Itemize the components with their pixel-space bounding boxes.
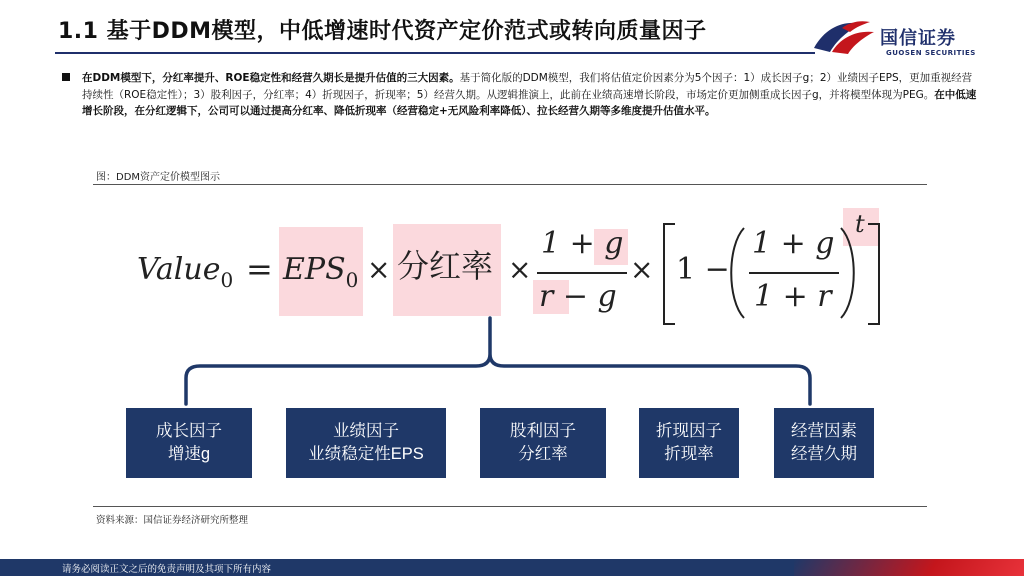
highlight-r xyxy=(533,280,569,314)
highlight-payout xyxy=(393,224,501,316)
factor-title: 成长因子 xyxy=(156,422,222,440)
footer-accent-stripe xyxy=(794,559,1024,576)
logo-name-cn: 国信证券 xyxy=(880,28,956,49)
bullet-square-icon xyxy=(62,73,70,81)
figure-caption: 图：DDM资产定价模型图示 xyxy=(96,172,221,183)
logo-mark-icon xyxy=(812,18,876,56)
factor-box-dividend xyxy=(480,408,606,478)
left-square-bracket-icon xyxy=(661,222,677,326)
factor-box-discount xyxy=(639,408,739,478)
summary-bold-tail: 在中低速增长阶段，在分红逻辑下，公司可以通过提高分红率、降低折现率（经营稳定+无风险利率降低）、拉长经营久期等多维度提升估值水平。 xyxy=(82,88,977,117)
formula-fraction-den: r − g xyxy=(539,279,617,314)
highlight-eps xyxy=(279,227,363,316)
formula-times-2: × xyxy=(508,253,532,286)
summary-bold-lead: 在DDM模型下，分红率提升、ROE稳定性和经营久期长是提升估值的三大因素。 xyxy=(82,72,460,84)
formula-one-minus: 1 − xyxy=(676,252,730,287)
factor-detail: 经营久期 xyxy=(791,445,857,463)
formula-exponent: t xyxy=(855,210,865,238)
formula-inner-num: 1 + g xyxy=(752,226,835,261)
factor-detail: 增速g xyxy=(167,445,211,463)
highlight-t xyxy=(843,208,879,246)
factor-title: 经营因素 xyxy=(791,422,857,440)
factor-detail: 分红率 xyxy=(518,445,568,463)
factor-title: 股利因子 xyxy=(510,422,576,440)
figure-source: 资料来源：国信证券经济研究所整理 xyxy=(96,515,249,526)
highlight-g xyxy=(594,229,628,265)
curly-brace-icon xyxy=(180,316,820,408)
factor-box-duration xyxy=(774,408,874,478)
formula-fraction-num: 1 + g xyxy=(541,226,624,261)
factor-box-growth xyxy=(126,408,252,478)
formula-payout: 分红率 xyxy=(397,247,494,285)
formula-eps: $EPS_0$ xyxy=(283,252,359,292)
figure-bottom-rule xyxy=(93,506,927,507)
footer-bar xyxy=(0,559,1024,576)
figure-top-rule xyxy=(93,184,927,185)
footer-disclaimer: 请务必阅读正文之后的免责声明及其项下所有内容 xyxy=(62,564,272,575)
company-logo xyxy=(812,14,982,62)
formula-fraction-bar xyxy=(537,272,627,274)
factor-detail: 业绩稳定性EPS xyxy=(308,445,424,463)
factor-title: 业绩因子 xyxy=(333,422,399,440)
formula-value: Value$_0$ xyxy=(137,252,234,292)
formula-inner-bar xyxy=(749,272,839,274)
formula-times-1: × xyxy=(367,253,391,286)
title-underline xyxy=(55,52,815,54)
page-title: 1.1 基于DDM模型，中低增速时代资产定价范式或转向质量因子 xyxy=(58,19,707,44)
factor-title: 折现因子 xyxy=(656,422,722,440)
left-paren-icon xyxy=(725,226,747,320)
formula-equals: = xyxy=(246,250,273,288)
summary-paragraph xyxy=(62,70,982,120)
formula-times-3: × xyxy=(630,253,654,286)
formula-inner-den: 1 + r xyxy=(754,279,832,314)
factor-box-earnings xyxy=(286,408,446,478)
logo-name-en: GUOSEN SECURITIES xyxy=(886,49,976,57)
factor-detail: 折现率 xyxy=(664,445,714,463)
summary-body: 基于简化版的DDM模型，我们将估值定价因素分为5个因子：1）成长因子g；2）业绩因子EPS，更加重视经营持续性（ROE稳定性）；3）股利因子，分红率；4）折现因子，折现率；5）经营久期。从逻辑推演上，此前在业绩高速增长阶段，市场定价更加侧重成长因子g，并将模型体现为PEG。 xyxy=(82,72,973,101)
